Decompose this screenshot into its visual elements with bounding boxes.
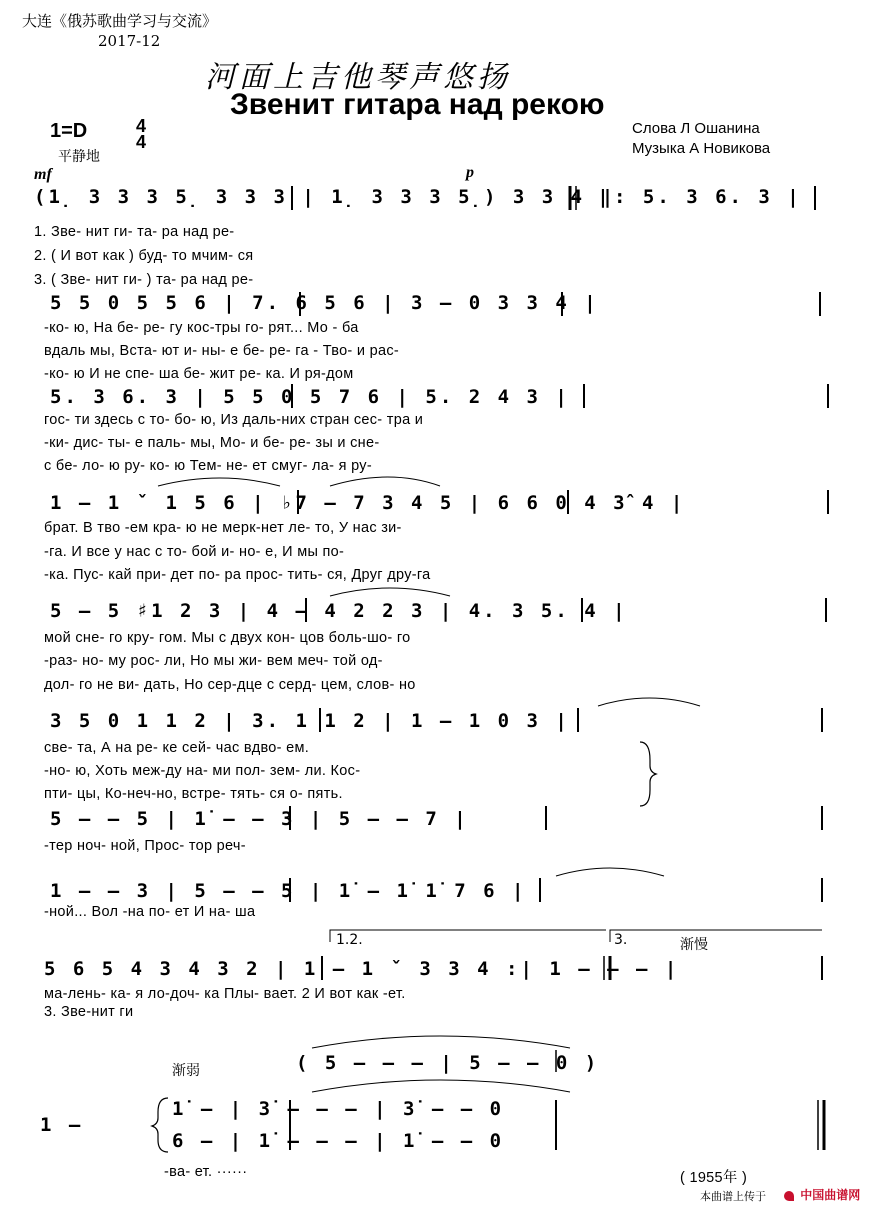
lyrics-row-2-verse-1: -ко- ю, На бе- ре- гу кос-тры го- рят... Мо - ба <box>44 320 359 336</box>
notes-row-4: 1 – 1 ˇ 1 5 6 | ♭7 – 7 3 4 5 | 6 6 0 4 3̂ 4 | <box>50 492 686 514</box>
notes-row-2: 5 5 0 5 5 6 | 7. 6 5 6 | 3 – 0 3 3 4 | <box>50 292 599 314</box>
lyrics-row-6-verse-1: све- та, А на ре- ке сей- час вдво- ем. <box>44 740 310 756</box>
tempo-marking: 平静地 <box>58 149 100 165</box>
lyrics-row-2-verse-3: -ко- ю И не спе- ша бе- жит ре- ка. И ря-дом <box>44 366 354 382</box>
volta-1-2: 1.2. <box>336 932 363 948</box>
composer-credit: Музыка А Новикова <box>632 140 771 157</box>
lyrics-row-9-line-2: 3. Зве-нит ги <box>44 1004 134 1020</box>
publish-date: 2017-12 <box>98 32 161 50</box>
lyrics-row-6-verse-3: пти- цы, Ко-неч-но, встре- тять- ся о- пять. <box>44 786 343 802</box>
notes-row-6: 3 5 0 1 1 2 | 3. 1 1 2 | 1 – 1 0 3 | <box>50 710 570 732</box>
lyrics-row-5-verse-1: мой сне- го кру- гом. Мы с двух кон- цов боль-шо- го <box>44 630 411 646</box>
collection-name: 大连《俄苏歌曲学习与交流》 <box>22 12 218 30</box>
site-logo-icon <box>784 1191 794 1201</box>
lyrics-row-1-verse-2: 2. ( И вот как ) буд- то мчим- ся <box>34 248 254 264</box>
notes-row-1: (1̣ 3 3 3 5̣ 3 3 3 | 1̣ 3 3 3 5̣) 3 3 4 ‖: 5. 3 6. 3 | <box>34 186 802 208</box>
site-name: 中国曲谱网 <box>800 1188 861 1202</box>
key-signature: 1=D <box>50 120 88 142</box>
site-watermark <box>784 1186 860 1203</box>
lyrics-row-3-verse-2: -ки- дис- ты- е паль- мы, Мо- и бе- ре- зы и сне- <box>44 435 380 451</box>
composition-year: ( 1955年 ) <box>680 1170 748 1186</box>
lyrics-row-4-verse-2: -га. И все у нас с то- бой и- но- е, И мы по- <box>44 544 345 560</box>
lyrics-row-3-verse-1: гос- ти здесь с то- бо- ю, Из даль-них стран сес- тра и <box>44 412 424 428</box>
tempo-rit: 渐慢 <box>680 937 708 953</box>
coda-upper-voice: 1̇ – | 3̇ – – – | 3̇ – – 0 <box>172 1098 505 1120</box>
lyrics-row-5-verse-2: -раз- но- му рос- ли, Но мы жи- вем меч- той од- <box>44 653 383 669</box>
lyrics-row-5-verse-3: дол- го не ви- дать, Но сер-дце с серд- цем, слов- но <box>44 677 416 693</box>
upload-note: 本曲谱上传于 <box>700 1190 766 1203</box>
lyrics-row-7: -тер ноч- ной, Прос- тор реч- <box>44 838 246 854</box>
dynamic-mf: mf <box>34 166 52 183</box>
coda-lower-voice: 6 – | 1̇ – – – | 1̇ – – 0 <box>172 1130 505 1152</box>
coda-left-notes: 1 – <box>40 1114 84 1136</box>
volta-3: 3. <box>614 932 628 948</box>
notes-row-8: 1 – – 3 | 5 – – 5 | 1̇ – 1̇ 1̇ 7 6 | <box>50 880 527 902</box>
coda-dim-marking: 渐弱 <box>172 1063 200 1079</box>
lyrics-row-2-verse-2: вдаль мы, Вста- ют и- ны- е бе- ре- га - Тво- и рас- <box>44 343 400 359</box>
notes-row-3: 5. 3 6. 3 | 5 5 0 5 7 6 | 5. 2 4 3 | <box>50 386 570 408</box>
time-sig-top: 4 <box>136 116 147 136</box>
lyrics-row-3-verse-3: с бе- ло- ю ру- ко- ю Тем- не- ет смуг- ла- я ру- <box>44 458 372 474</box>
notes-row-9: 5 6 5 4 3 4 3 2 | 1 – 1 ˇ 3 3 4 :| 1 – – – | <box>44 958 680 980</box>
lyrics-row-6-verse-2: -но- ю, Хоть меж-ду на- ми пол- зем- ли. Кос- <box>44 763 361 779</box>
time-signature <box>136 118 146 150</box>
lyrics-row-4-verse-1: брат. В тво -ем кра- ю не мерк-нет ле- то, У нас зи- <box>44 520 402 536</box>
coda-top-staff: ( 5 – – – | 5 – – 0 ) <box>296 1052 600 1074</box>
lyrics-row-4-verse-3: -ка. Пус- кай при- дет по- ра прос- тить- ся, Друг дру-га <box>44 567 431 583</box>
notes-row-7: 5 – – 5 | 1̇ – – 3 | 5 – – 7 | <box>50 808 469 830</box>
title-chinese: 河面上吉他琴声悠扬 <box>205 60 511 95</box>
dynamic-p: p <box>466 164 474 181</box>
coda-lyrics: -ва- ет. ······ <box>164 1164 248 1180</box>
notes-row-5: 5 – 5 ♯1 2 3 | 4 – 4 2 2 3 | 4. 3 5. 4 | <box>50 600 628 622</box>
title-russian: Звенит гитара над рекою <box>230 88 605 121</box>
lyrics-row-1-verse-3: 3. ( Зве- нит ги- ) та- ра над ре- <box>34 272 254 288</box>
lyrics-row-1-verse-1: 1. Зве- нит ги- та- ра над ре- <box>34 224 235 240</box>
lyrics-row-9-line-1: ма-лень- ка- я ло-доч- ка Плы- вает. 2 И вот как -ет. <box>44 986 406 1002</box>
time-sig-bottom: 4 <box>136 132 147 152</box>
lyricist-credit: Слова Л Ошанина <box>632 120 760 137</box>
lyrics-row-8: -ной... Вол -на по- ет И на- ша <box>44 904 256 920</box>
